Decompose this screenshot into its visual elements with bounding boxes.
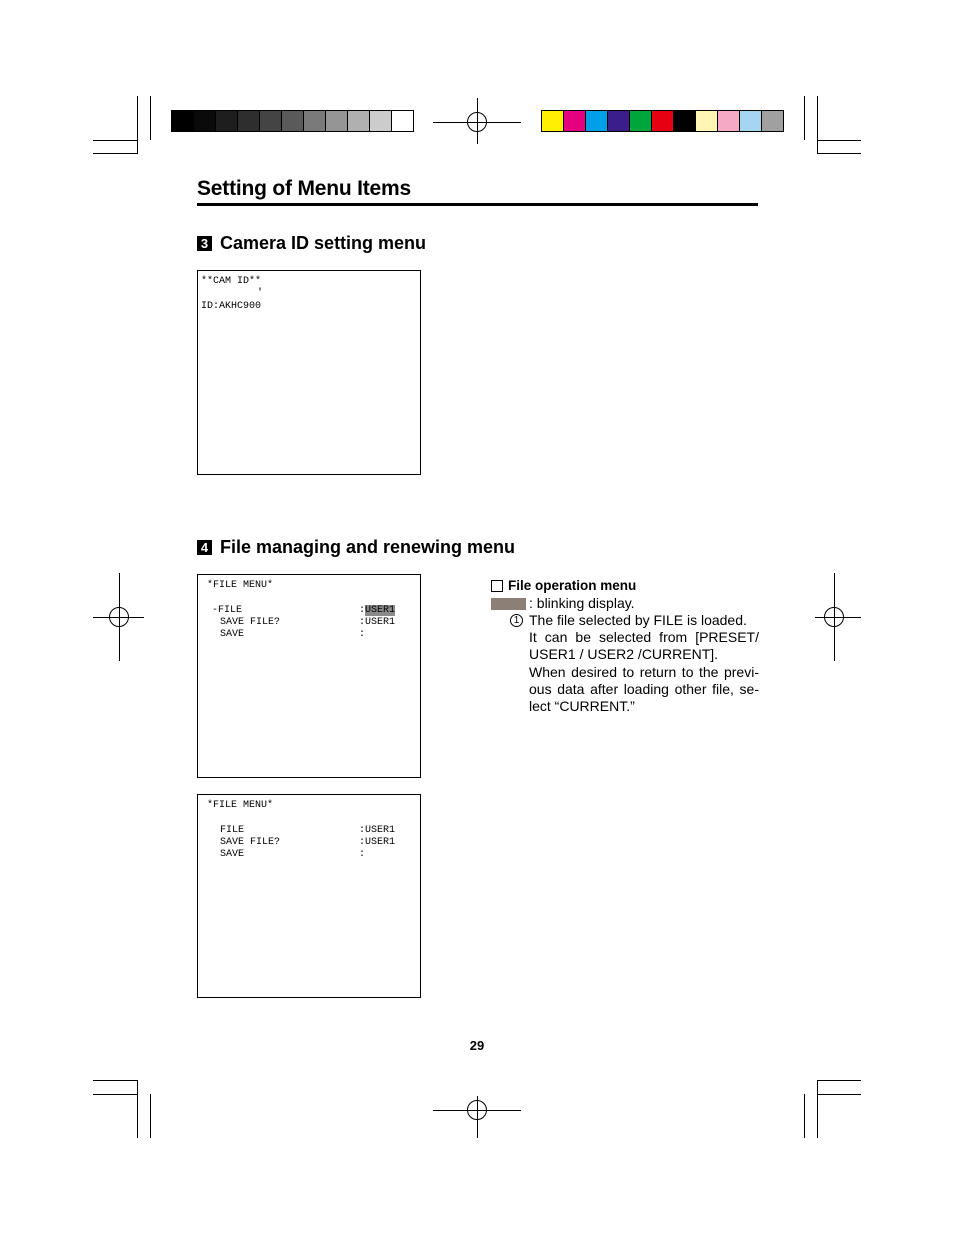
color-swatch — [325, 110, 348, 132]
section-heading-file-menu — [197, 536, 515, 558]
note-line: lect “CURRENT.” — [529, 698, 635, 714]
color-swatch — [215, 110, 238, 132]
camera-id-screen — [197, 270, 421, 475]
menu-row-label: FILE — [214, 825, 245, 836]
side-note-title-text: File operation menu — [508, 578, 637, 593]
circled-number-icon: 1 — [510, 614, 523, 627]
color-swatch — [391, 110, 414, 132]
color-swatch — [585, 110, 608, 132]
file-menu-screen-1 — [197, 574, 421, 778]
color-swatch — [171, 110, 194, 132]
page-number: 29 — [469, 1038, 485, 1053]
color-swatch — [761, 110, 784, 132]
color-swatch — [629, 110, 652, 132]
color-swatch — [237, 110, 260, 132]
color-swatch — [695, 110, 718, 132]
section-heading-text: File managing and renewing menu — [220, 537, 516, 557]
blinking-swatch — [491, 598, 526, 610]
note-line: USER1 / USER2 /CURRENT]. — [529, 646, 719, 662]
section-number-badge: 4 — [197, 540, 212, 555]
color-swatch — [541, 110, 564, 132]
screen-line: ID:AKHC900 — [201, 301, 262, 312]
note-line: ous data after loading other file, se- — [529, 681, 759, 697]
screen-title: *FILE MENU* — [207, 580, 274, 591]
menu-row-value: : — [359, 629, 366, 640]
blinking-label: : blinking display. — [529, 595, 635, 611]
color-swatch — [717, 110, 740, 132]
color-swatch — [651, 110, 674, 132]
menu-row-value: :USER1 — [359, 837, 396, 848]
menu-row-value: :USER1 — [359, 605, 396, 616]
color-swatch — [303, 110, 326, 132]
note-line: The file selected by FILE is loaded. — [529, 612, 747, 628]
color-swatch — [281, 110, 304, 132]
color-swatch — [673, 110, 696, 132]
color-swatch — [563, 110, 586, 132]
square-icon — [491, 580, 503, 592]
menu-row-value: : — [359, 849, 366, 860]
color-swatch — [347, 110, 370, 132]
section-heading-text: Camera ID setting menu — [220, 233, 427, 253]
color-swatch — [259, 110, 282, 132]
color-swatch — [369, 110, 392, 132]
menu-row-value: :USER1 — [359, 825, 396, 836]
screen-title: *FILE MENU* — [207, 800, 274, 811]
menu-row-label: SAVE — [214, 629, 245, 640]
menu-row-value: :USER1 — [359, 617, 396, 628]
screen-line: **CAM ID** — [201, 276, 262, 287]
page-title: Setting of Menu Items — [197, 176, 758, 206]
section-number-badge: 3 — [197, 236, 212, 251]
menu-row-label: -FILE — [212, 605, 243, 616]
cursor-mark: ' — [257, 288, 264, 299]
color-swatch — [607, 110, 630, 132]
menu-row-label: SAVE FILE? — [214, 837, 281, 848]
note-line: It can be selected from [PRESET/ — [529, 629, 759, 645]
note-line: When desired to return to the previ- — [529, 664, 759, 680]
side-note-title — [491, 578, 636, 594]
menu-row-label: SAVE — [214, 849, 245, 860]
color-swatch — [739, 110, 762, 132]
color-swatch — [193, 110, 216, 132]
menu-row-label: SAVE FILE? — [214, 617, 281, 628]
section-heading-camera-id — [197, 232, 426, 254]
file-menu-screen-2 — [197, 794, 421, 998]
blinking-value: USER1 — [365, 605, 396, 616]
